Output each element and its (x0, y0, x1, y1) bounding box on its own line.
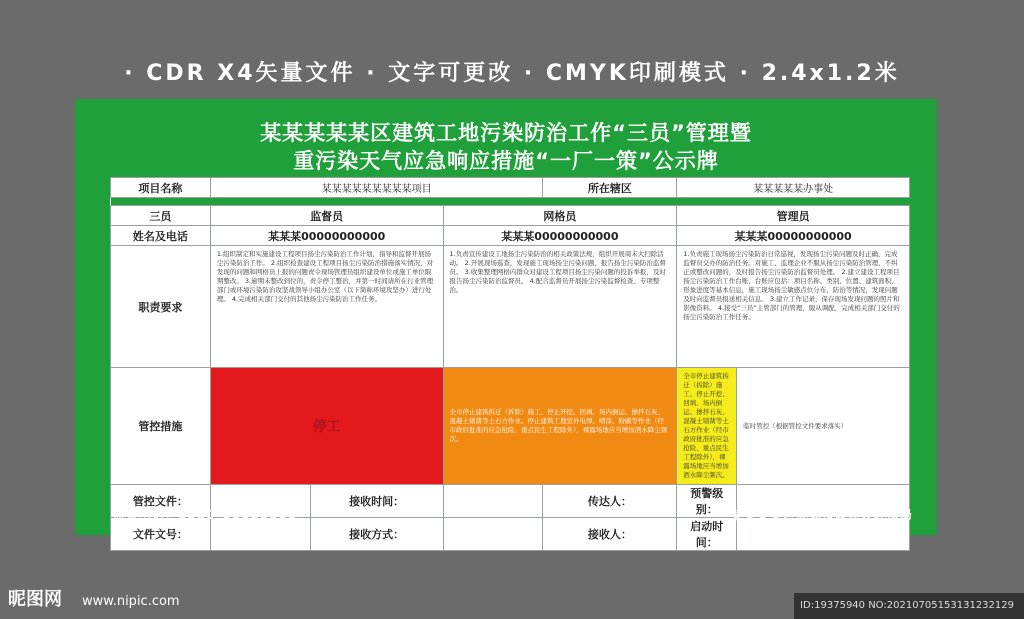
control-label: 管控措施 (111, 368, 211, 485)
control-orange-level: 全市停止建筑拆迁（拆除）施工、停止开挖、回填、场内倒运、掺拌石灰、混凝土剔凿等土石方作业。停止建筑工地室外电焊、喷涂、粉刷等作业（经市政府批准的应急抢险、重点民生工程除外），裸露场地应当增加洒水降尘频次。 (443, 368, 677, 485)
contact-grid: 某某某00000000000 (443, 226, 677, 246)
control-file-label: 管控文件： (111, 485, 211, 518)
warning-level-label: 预警级别： (677, 485, 737, 518)
start-time-label: 启动时间： (677, 518, 737, 551)
receive-method-value (443, 518, 543, 551)
receive-time-label: 接收时间： (310, 485, 443, 518)
role-manager: 管理员 (677, 206, 910, 226)
roles-label: 三员 (111, 206, 211, 226)
board-title-line2: 重污染天气应急响应措施“一厂一策”公示牌 (293, 149, 719, 173)
duties-label: 职责要求 (111, 246, 211, 368)
control-red-level: 停工 (210, 368, 443, 485)
duties-grid: 1.负责宣传建设工地扬尘污染防治的相关政策法规，组织开展周末大扫除活动。 2.开展现场巡查，发现施工现场扬尘污染问题，报告扬尘污染防治监督员。 3.收集整理网格内群众对建设工程项目扬尘污染问题的投诉举报，及时报告扬尘污染防治监督员。 4.配合监督员开展扬尘污染监督检查、专项整治。 (443, 246, 677, 368)
doc-no-label: 文件文号： (111, 518, 211, 551)
watermark-url: www.nipic.com (82, 594, 180, 609)
role-supervisor: 监督员 (210, 206, 443, 226)
receiver-label: 接收人： (543, 518, 677, 551)
receive-method-label: 接收方式： (310, 518, 443, 551)
board-title-line1: 某某某某某区建筑工地污染防治工作“三员”管理暨 (260, 121, 752, 145)
control-yellow-level: 全市停止建筑拆迁（拆除）施工、停止开挖、回填、场内倒运、掺拌石灰、混凝土剔凿等土石方作业（经市政府批准的应急抢险、重点民生工程除外），裸露场地应当增加洒水降尘频次。 (677, 368, 737, 485)
image-id-bar: ID:19375940 NO:20210705153131232129 (794, 593, 1024, 619)
contact-supervisor: 某某某00000000000 (210, 226, 443, 246)
receive-time-value (443, 485, 543, 518)
role-grid: 网格员 (443, 206, 677, 226)
notice-board (75, 99, 937, 549)
duties-supervisor: 1.组织制定和实施建设工程项目扬尘污染防治工作计划，指导和监督开展扬尘污染防治工作。 2.组织检查建设工程项目扬尘污染防治措施落实情况，对发现的问题和网格员上报的问题责令现场管理员组织建设单位或施工单位限期整改。 3.逾期未整改到位的，责令停工整治，并第一时间请所在行业管理部门或环境污染防治攻坚战领导小组办公室（以下简称环境攻坚办）进行处理。 4.完成相关部门交付的其他扬尘污染防治工作任务。 (210, 246, 443, 368)
project-value: 某某某某某某某某某项目 (210, 178, 543, 198)
sender-label: 传达人： (543, 485, 677, 518)
duties-manager: 1.负责施工现场扬尘污染防治日常巡视，发现扬尘污染问题及时正确，完成监督员交办的防治任务。对施工、监理企业不服从扬尘污染防治管理、不纠正或整改问题的，及时报告扬尘污染防治监督员处理。 2.建立建设工程项目扬尘污染防治工作台账，台账应包括：项目名称、类别、位置、建筑面积、形象进度等基本信息，施工现场扬尘敏感点位分布、防治等情况，发现问题及时向监督员报送相关信息。 3.建立工作记录，保存现场发现问题的照片和影像资料。 4.接受“三员”主管部门的管理，服从调配，完成相关部门交付的扬尘污染防治工作任务。 (677, 246, 910, 368)
watermark-logo: 昵图网 (8, 589, 62, 610)
banner-text: · CDR X4矢量文件 · 文字可更改 · CMYK印刷模式 · 2.4x1.2米 (124, 61, 900, 86)
info-table (110, 177, 910, 551)
supervision-phone: 监督电话：0000–00000000 (113, 508, 298, 522)
control-note: 临时管控（根据管控文件要求落实） (737, 368, 910, 485)
district-value: 某某某某某办事处 (677, 178, 910, 198)
project-label: 项目名称 (111, 178, 211, 198)
district-label: 所在辖区 (543, 178, 677, 198)
contacts-label: 姓名及电话 (111, 226, 211, 246)
issuing-organization: 某某某某区规划市政建设环保局 (730, 508, 913, 522)
contact-manager: 某某某00000000000 (677, 226, 910, 246)
